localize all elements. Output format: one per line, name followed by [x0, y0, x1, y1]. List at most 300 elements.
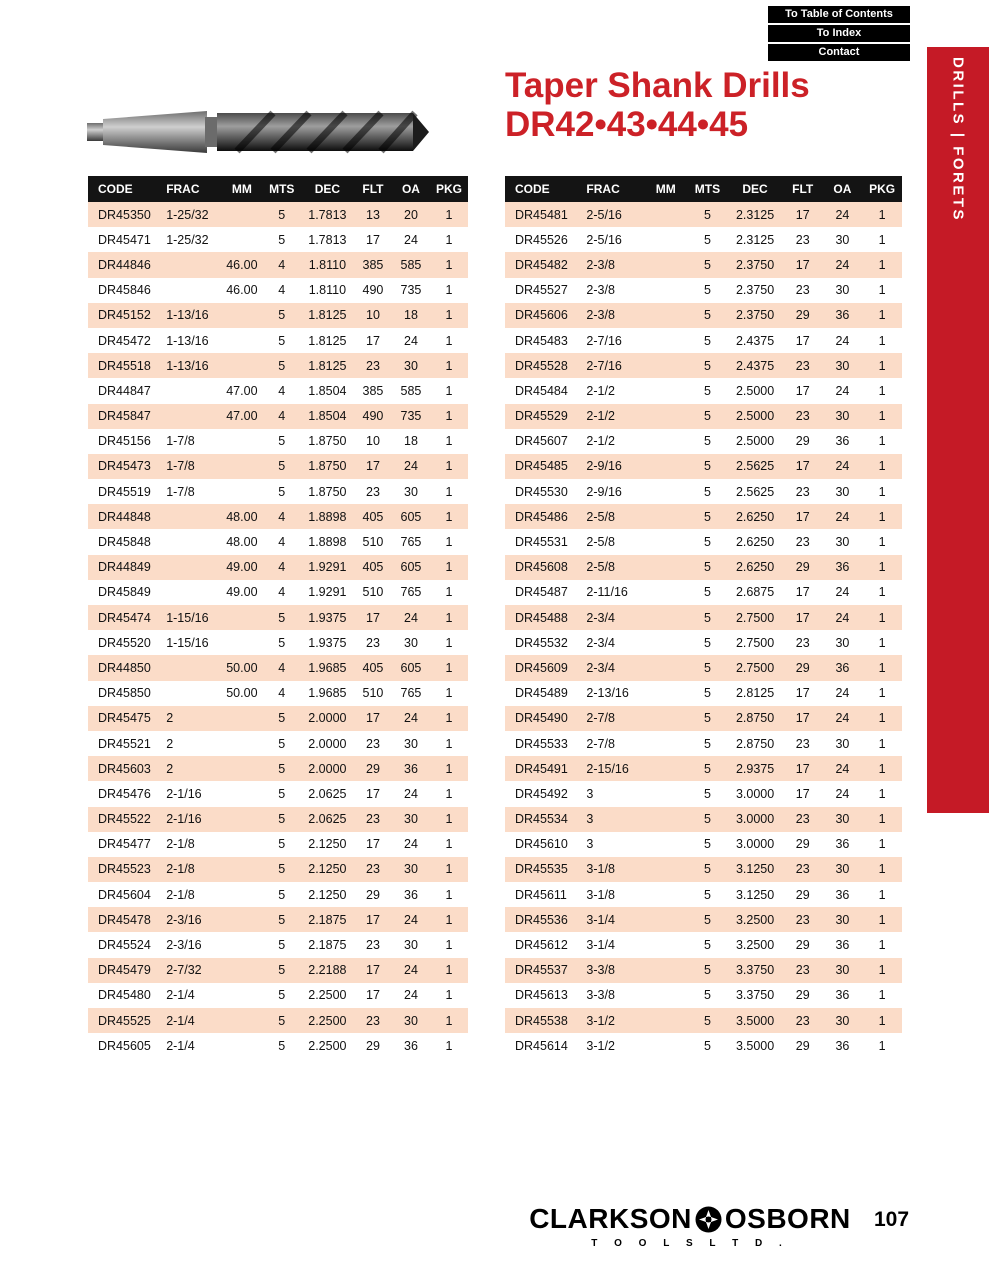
table-cell: 2-9/16 — [586, 484, 622, 499]
table-cell: 17 — [366, 610, 380, 625]
column-header: MTS — [694, 182, 721, 196]
table-cell: 3.0000 — [735, 786, 775, 801]
table-cell: 1 — [878, 283, 886, 298]
table-cell: DR45528 — [515, 358, 568, 373]
table-cell: 30 — [835, 912, 850, 927]
table-cell: 36 — [835, 1038, 850, 1053]
table-cell: 2-3/4 — [586, 660, 615, 675]
table-cell: 2-15/16 — [586, 761, 629, 776]
table-cell: 2-3/8 — [586, 283, 615, 298]
table-cell: 5 — [703, 585, 711, 600]
table-row — [505, 832, 902, 857]
table-cell: 24 — [835, 207, 850, 222]
table-cell: 1 — [445, 257, 453, 272]
table-cell: 585 — [400, 257, 422, 272]
table-cell: 5 — [278, 736, 286, 751]
table-row — [505, 479, 902, 504]
table-cell: 17 — [795, 207, 810, 222]
table-cell: 5 — [278, 938, 286, 953]
table-cell: 17 — [795, 686, 810, 701]
table-cell: 735 — [400, 283, 422, 298]
table-cell: 490 — [362, 409, 384, 424]
table-cell: 2.0000 — [308, 711, 347, 726]
drill-table-left — [88, 176, 468, 1058]
table-cell: DR45604 — [98, 887, 151, 902]
table-cell: 5 — [278, 1038, 286, 1053]
table-cell: 1.8125 — [308, 358, 347, 373]
table-cell: DR44848 — [98, 509, 151, 524]
table-cell: 2-3/8 — [586, 308, 615, 323]
table-row — [505, 252, 902, 277]
table-cell: 2.6250 — [735, 509, 775, 524]
table-cell: DR45614 — [515, 1038, 568, 1053]
table-cell: 3.0000 — [735, 812, 775, 827]
table-cell: 5 — [703, 207, 711, 222]
table-cell: 2.8125 — [735, 686, 775, 701]
table-cell: DR45491 — [515, 761, 568, 776]
table-cell: 385 — [362, 257, 384, 272]
table-cell: 3 — [586, 786, 594, 801]
table-cell: 5 — [703, 686, 711, 701]
column-header: FRAC — [166, 182, 200, 196]
table-cell: 605 — [400, 560, 422, 575]
table-cell: 13 — [366, 207, 380, 222]
table-cell: 5 — [703, 761, 711, 776]
table-cell: 3 — [586, 812, 594, 827]
table-cell: 1 — [878, 509, 886, 524]
table-cell: 30 — [835, 409, 850, 424]
table-cell: 30 — [835, 232, 850, 247]
table-row — [505, 932, 902, 957]
table-cell: 29 — [795, 308, 810, 323]
table-cell: 5 — [703, 660, 711, 675]
table-cell: 29 — [795, 660, 810, 675]
table-cell: 29 — [366, 1038, 380, 1053]
table-cell: 5 — [278, 333, 286, 348]
table-cell: 23 — [795, 358, 810, 373]
table-cell: DR45481 — [515, 207, 568, 222]
table-cell: 46.00 — [226, 257, 258, 272]
table-cell: 1 — [445, 509, 453, 524]
table-cell: 1 — [445, 786, 453, 801]
table-cell: 24 — [835, 333, 850, 348]
table-row — [505, 429, 902, 454]
table-row — [88, 555, 468, 580]
table-cell: 23 — [795, 484, 810, 499]
table-cell: 24 — [835, 786, 850, 801]
table-cell: 23 — [366, 358, 380, 373]
table-cell: 24 — [404, 837, 418, 852]
table-row — [88, 328, 468, 353]
table-cell: 1 — [445, 963, 453, 978]
table-cell: 4 — [278, 409, 286, 424]
table-cell: 5 — [278, 1013, 286, 1028]
table-cell: 605 — [400, 660, 422, 675]
table-row — [88, 655, 468, 680]
table-cell: 1.9685 — [308, 660, 347, 675]
table-cell: 4 — [278, 383, 286, 398]
table-cell: 24 — [404, 963, 418, 978]
table-cell: DR44846 — [98, 257, 151, 272]
column-header: PKG — [869, 182, 896, 196]
table-cell: DR45152 — [98, 308, 151, 323]
table-cell: 2-13/16 — [586, 686, 629, 701]
table-cell: 5 — [703, 358, 711, 373]
table-cell: 5 — [278, 761, 286, 776]
table-cell: 5 — [278, 207, 286, 222]
table-cell: 5 — [703, 283, 711, 298]
table-cell: DR45485 — [515, 459, 568, 474]
table-cell: DR45526 — [515, 232, 568, 247]
table-cell: 10 — [366, 308, 380, 323]
table-cell: 1.9685 — [308, 686, 347, 701]
table-cell: DR45350 — [98, 207, 151, 222]
table-cell: 1 — [445, 383, 453, 398]
table-cell: DR45847 — [98, 409, 151, 424]
table-cell: 2.3750 — [735, 308, 775, 323]
table-cell: DR45479 — [98, 963, 151, 978]
table-row — [88, 706, 468, 731]
nav-table-of-contents-button[interactable]: To Table of Contents — [768, 6, 910, 23]
table-cell: 1 — [445, 409, 453, 424]
table-cell: 2-7/16 — [586, 333, 622, 348]
table-cell: 1 — [445, 761, 453, 776]
table-cell: 3.3750 — [735, 988, 775, 1003]
table-cell: 1 — [445, 333, 453, 348]
table-cell: 29 — [795, 887, 810, 902]
table-cell: 5 — [278, 963, 286, 978]
table-row — [505, 807, 902, 832]
table-cell: 2.5000 — [735, 383, 775, 398]
table-cell: 1 — [878, 812, 886, 827]
table-cell: DR45525 — [98, 1013, 151, 1028]
table-cell: DR45532 — [515, 635, 568, 650]
column-header: CODE — [98, 182, 133, 196]
table-cell: 2.3125 — [735, 207, 775, 222]
section-side-tab — [927, 47, 989, 813]
table-cell: 5 — [278, 358, 286, 373]
table-cell: 50.00 — [226, 660, 258, 675]
table-cell: 2-5/8 — [586, 560, 615, 575]
table-cell: DR45608 — [515, 560, 568, 575]
table-cell: 5 — [703, 308, 711, 323]
table-cell: DR45524 — [98, 938, 151, 953]
table-row — [88, 303, 468, 328]
table-cell: 1.8110 — [308, 257, 347, 272]
table-row — [88, 857, 468, 882]
table-cell: 23 — [795, 409, 810, 424]
table-cell: 30 — [404, 938, 418, 953]
column-header: FLT — [362, 182, 384, 196]
table-cell: DR45612 — [515, 938, 568, 953]
table-cell: DR45471 — [98, 232, 151, 247]
table-cell: DR45472 — [98, 333, 151, 348]
table-cell: 5 — [703, 837, 711, 852]
table-cell: 36 — [835, 938, 850, 953]
nav-contact-button[interactable]: Contact — [768, 44, 910, 61]
table-cell: 1 — [878, 560, 886, 575]
table-cell: 1 — [878, 761, 886, 776]
table-cell: 3.3750 — [735, 963, 775, 978]
table-cell: DR45477 — [98, 837, 151, 852]
table-cell: 49.00 — [226, 560, 258, 575]
table-cell: 2-1/16 — [166, 786, 202, 801]
table-cell: 2-3/4 — [586, 635, 615, 650]
table-cell: 5 — [278, 434, 286, 449]
table-cell: DR45531 — [515, 535, 568, 550]
table-cell: 2 — [166, 736, 174, 751]
table-cell: 17 — [366, 333, 380, 348]
table-row — [88, 681, 468, 706]
table-cell: 17 — [795, 585, 810, 600]
table-cell: 2.0625 — [308, 812, 347, 827]
table-cell: 2-11/16 — [586, 585, 628, 600]
table-cell: 1-25/32 — [166, 207, 209, 222]
table-cell: 2.5000 — [735, 409, 775, 424]
table-cell: 2.3125 — [735, 232, 775, 247]
table-row — [505, 278, 902, 303]
table-cell: 2.5625 — [735, 459, 775, 474]
table-cell: 2.5625 — [735, 484, 775, 499]
table-cell: 1-13/16 — [166, 308, 209, 323]
table-row — [505, 1033, 902, 1058]
table-cell: 5 — [703, 610, 711, 625]
table-cell: 1 — [878, 963, 886, 978]
table-cell: 2.1875 — [308, 912, 347, 927]
table-cell: 48.00 — [226, 509, 258, 524]
table-cell: 1.9375 — [308, 610, 347, 625]
table-cell: 5 — [278, 610, 286, 625]
table-row — [505, 227, 902, 252]
table-cell: 2-7/16 — [586, 358, 622, 373]
table-cell: 1 — [445, 560, 453, 575]
table-cell: 23 — [366, 862, 380, 877]
table-cell: DR45518 — [98, 358, 151, 373]
table-cell: 47.00 — [226, 409, 258, 424]
table-cell: DR45850 — [98, 686, 151, 701]
table-cell: DR45480 — [98, 988, 151, 1003]
brand-gear-icon — [695, 1206, 722, 1233]
table-cell: 1-7/8 — [166, 434, 195, 449]
table-cell: 30 — [404, 1013, 418, 1028]
table-cell: 1 — [445, 988, 453, 1003]
table-cell: 2.8750 — [735, 711, 775, 726]
table-cell: 24 — [404, 459, 418, 474]
table-cell: 5 — [278, 308, 286, 323]
table-cell: DR45535 — [515, 862, 568, 877]
table-row — [88, 756, 468, 781]
table-cell: 2.0000 — [308, 761, 347, 776]
table-cell: 17 — [366, 459, 380, 474]
table-cell: 1 — [878, 308, 886, 323]
table-row — [505, 353, 902, 378]
table-cell: 20 — [404, 207, 418, 222]
table-cell: 23 — [366, 736, 380, 751]
table-cell: 1 — [878, 257, 886, 272]
table-cell: 4 — [278, 257, 286, 272]
table-cell: 5 — [703, 736, 711, 751]
table-row — [505, 706, 902, 731]
table-cell: 5 — [278, 635, 286, 650]
table-cell: 2.9375 — [735, 761, 775, 776]
table-cell: 5 — [703, 812, 711, 827]
table-cell: 36 — [835, 887, 850, 902]
table-cell: 2-1/16 — [166, 812, 202, 827]
table-cell: 5 — [703, 459, 711, 474]
table-cell: 29 — [795, 988, 810, 1003]
table-cell: 2.0000 — [308, 736, 347, 751]
table-row — [88, 252, 468, 277]
table-cell: 17 — [795, 610, 810, 625]
table-cell: 48.00 — [226, 535, 258, 550]
table-row — [505, 555, 902, 580]
table-cell: DR45522 — [98, 812, 151, 827]
table-cell: 4 — [278, 686, 286, 701]
table-cell: 1 — [445, 686, 453, 701]
table-cell: 5 — [703, 1013, 711, 1028]
table-cell: 1 — [878, 484, 886, 499]
table-cell: 2.6875 — [735, 585, 775, 600]
table-cell: 405 — [362, 509, 384, 524]
table-cell: 3-1/4 — [586, 912, 615, 927]
table-row — [505, 529, 902, 554]
table-cell: 24 — [835, 585, 850, 600]
table-cell: 1 — [445, 207, 453, 222]
table-cell: 1 — [445, 459, 453, 474]
table-cell: 1 — [878, 635, 886, 650]
table-cell: 4 — [278, 660, 286, 675]
table-cell: 385 — [362, 383, 384, 398]
table-cell: 1 — [878, 434, 886, 449]
table-cell: 1-7/8 — [166, 484, 195, 499]
table-cell: DR45156 — [98, 434, 151, 449]
table-cell: 2.1250 — [308, 862, 347, 877]
table-cell: 1 — [445, 358, 453, 373]
table-cell: 29 — [795, 938, 810, 953]
table-cell: 23 — [795, 283, 810, 298]
table-cell: 24 — [835, 459, 850, 474]
table-cell: 2-1/8 — [166, 837, 195, 852]
column-header: OA — [401, 182, 420, 196]
table-cell: DR45488 — [515, 610, 568, 625]
table-cell: 1 — [878, 333, 886, 348]
table-cell: 1-13/16 — [166, 333, 209, 348]
table-cell: 2.7500 — [735, 610, 775, 625]
table-cell: 1.8504 — [308, 383, 347, 398]
table-cell: DR45530 — [515, 484, 568, 499]
table-cell: 17 — [366, 232, 380, 247]
table-cell: DR44850 — [98, 660, 151, 675]
table-cell: 30 — [835, 283, 850, 298]
table-cell: 1 — [878, 1013, 886, 1028]
table-cell: 2-1/2 — [586, 434, 615, 449]
page-number: 107 — [874, 1208, 910, 1231]
table-row — [505, 605, 902, 630]
table-cell: DR45482 — [515, 257, 568, 272]
table-cell: 765 — [400, 686, 422, 701]
table-row — [88, 958, 468, 983]
table-cell: DR45848 — [98, 535, 151, 550]
table-cell: DR44849 — [98, 560, 151, 575]
table-row — [505, 681, 902, 706]
table-cell: 1.8898 — [308, 535, 347, 550]
table-cell: 3-1/8 — [586, 862, 615, 877]
table-cell: DR45484 — [515, 383, 568, 398]
table-row — [88, 983, 468, 1008]
table-cell: 17 — [795, 711, 810, 726]
table-row — [88, 781, 468, 806]
page-title-line2: DR42•43•44•45 — [505, 105, 749, 145]
table-row — [88, 630, 468, 655]
table-cell: 30 — [404, 358, 418, 373]
table-row — [88, 832, 468, 857]
table-cell: 17 — [795, 509, 810, 524]
table-row — [505, 983, 902, 1008]
table-cell: 2-1/8 — [166, 862, 195, 877]
table-cell: 5 — [703, 862, 711, 877]
table-cell: DR45609 — [515, 660, 568, 675]
nav-index-button[interactable]: To Index — [768, 25, 910, 42]
table-cell: 1 — [878, 711, 886, 726]
table-cell: 24 — [404, 912, 418, 927]
table-cell: 1.8898 — [308, 509, 347, 524]
table-cell: 30 — [835, 812, 850, 827]
table-cell: 1.7813 — [308, 232, 347, 247]
table-cell: 23 — [795, 232, 810, 247]
table-cell: 3-3/8 — [586, 988, 615, 1003]
table-cell: 2.3750 — [735, 283, 775, 298]
column-header: FRAC — [586, 182, 620, 196]
table-cell: DR45534 — [515, 812, 568, 827]
table-cell: 1-7/8 — [166, 459, 195, 474]
table-cell: 1 — [445, 862, 453, 877]
table-row — [88, 907, 468, 932]
table-cell: 1 — [445, 736, 453, 751]
table-cell: 1 — [445, 887, 453, 902]
table-cell: 3 — [586, 837, 594, 852]
table-cell: 2-1/8 — [166, 887, 195, 902]
table-cell: 24 — [404, 610, 418, 625]
table-cell: 29 — [366, 761, 380, 776]
table-cell: 24 — [404, 232, 418, 247]
table-row — [88, 580, 468, 605]
table-cell: 2.6250 — [735, 535, 775, 550]
table-cell: 5 — [703, 786, 711, 801]
table-cell: 18 — [404, 308, 418, 323]
table-row — [88, 882, 468, 907]
table-cell: 3.0000 — [735, 837, 775, 852]
table-cell: 17 — [795, 761, 810, 776]
table-cell: 29 — [795, 837, 810, 852]
table-row — [505, 454, 902, 479]
table-row — [88, 504, 468, 529]
table-row — [505, 781, 902, 806]
table-cell: DR45605 — [98, 1038, 151, 1053]
table-cell: 4 — [278, 283, 286, 298]
table-row — [88, 278, 468, 303]
table-cell: DR45490 — [515, 711, 568, 726]
table-row — [88, 1008, 468, 1033]
table-cell: 4 — [278, 535, 286, 550]
table-cell: 17 — [795, 786, 810, 801]
table-cell: DR45489 — [515, 686, 568, 701]
table-cell: 17 — [795, 257, 810, 272]
table-cell: 2 — [166, 711, 174, 726]
taper-shank-drill-image — [85, 96, 430, 170]
table-cell: 49.00 — [226, 585, 258, 600]
table-cell: DR45487 — [515, 585, 568, 600]
table-row — [505, 378, 902, 403]
